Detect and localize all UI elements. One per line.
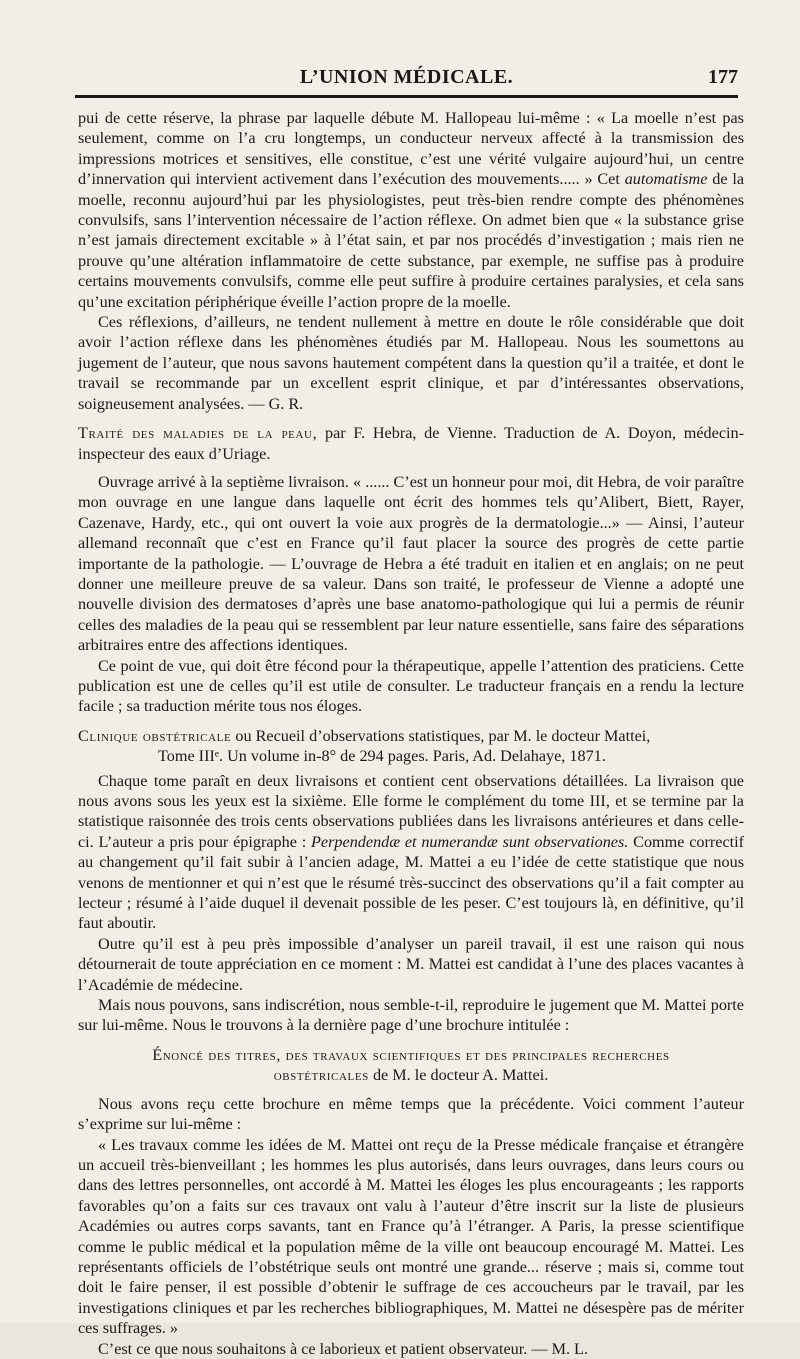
review-heading-hebra [78,423,744,464]
paragraph-closing: C’est ce que nous souhaitons à ce laborieux et patient observateur. — M. L. [98,1339,588,1358]
paragraph-hallopeau-quote [78,108,744,312]
paragraph-self-assessment-quote: « Les travaux comme les idées de M. Mattei ont reçu de la Presse médicale française et étrangère un accueil très-bienveillant ; les hommes les plus autorisés, dans leurs ouvrages, dans leurs cours ou dans des lettres personnelles, ont accordé à M. Mattei les éloges les plus encourageants ; les rapports favorables qu’on a faits sur ces travaux ont valu à l’auteur d’être inscrit sur la liste de plusieurs Académies ou autres corps savants, tant en France qu’à l’étranger. A Paris, la presse scientifique comme le public médical et la population même de la ville ont beaucoup encouragé M. Mattei. Les représentants officiels de l’obstétrique seuls ont montré une grande... réserve ; mais si, comme tout doit le faire penser, il est possible d’obtenir le suffrage de ces accoucheurs par le travail, par les investigations cliniques et par les recherches bibliographiques, M. Mattei ne désespère pas de mériter ces suffrages. » [78,1135,744,1338]
brochure-title-line2 [78,1065,744,1085]
italic-epigraph: Perpendendæ et numerandæ sunt observationes. [311,832,629,851]
heading-smallcaps: Clinique obstétricale [78,726,232,745]
running-title: L’UNION MÉDICALE. [299,66,514,88]
paragraph-brochure: Nous avons reçu cette brochure en même temps que la précédente. Voici comment l’auteur s’exprime sur lui-même : [78,1094,744,1134]
italic-term: automatisme [624,170,708,189]
heading-text: par F. Hebra, de Vienne. Traduction de A. Doyon, médecin-inspecteur des eaux d’Uriage. [78,424,744,463]
paragraph-text: Comme correctif au changement qu’il fait subir à l’ancien adage, M. Mattei a eu l’idée de cette statistique que nous venons de mentionner et qui n’est que le résumé très-succinct des observations qu’il a fait compter au lecteur ; résumé à l’aide duquel il devenait possible de les peser. C’est toujours là, en définitive, qu’il faut aboutir. [78,832,745,933]
paragraph-text: Chaque tome paraît en deux livraisons et contient cent observations détaillées. La livraison que nous avons sous les yeux est la sixième. Elle forme le complément du tome III, et se termine par la statistique raisonnée des trois cents observations publiées dans les livraisons antérieures et dans celle-ci. L’auteur a pris pour épigraphe : [78,771,744,851]
heading-text: de M. le docteur A. Mattei. [368,1066,549,1085]
paragraph-reflexions: Ces réflexions, d’ailleurs, ne tendent nullement à mettre en doute le rôle considérable que doit avoir l’action réflexe dans les phénomènes étudiés par M. Hallopeau. Nous les soumettons au jugement de l’auteur, que nous savons hautement compétent dans la question qu’il a traitée, et dont le travail se recommande par un excellent esprit clinique, et par d’intéressantes observations, soigneusement analysées. — G. R. [78,313,744,413]
brochure-title-line1: Énoncé des titres, des travaux scientifiques et des principales recherches [152,1045,670,1064]
heading-text: ou Recueil d’observations statistiques, par M. le docteur Mattei, [231,726,651,745]
running-header [75,58,738,92]
review-heading-mattei-line2: Tome IIIᵉ. Un volume in-8° de 294 pages. Paris, Ad. Delahaye, 1871. [158,747,606,766]
paragraph-text: de la moelle, reconnu aujourd’hui par les physiologistes, peut très-bien rendre compte des phénomènes convulsifs, sans l’intervention nécessaire de l’action réflexe. On admet bien que « la substance grise n’est jamais directement excitable » à l’état sain, et par nos procédés d’investigation ; mais rien ne prouve qu’une altération inflammatoire de cette substance, par exemple, ne suffise pas à produire certains mouvements convulsifs, comme elle peut suffire à produire certaines paralysies, et cela sans qu’une excitation périphérique éveille l’action propre de la moelle. [78,170,745,311]
paragraph-text: pui de cette réserve, la phrase par laquelle débute M. Hallopeau lui-même : « La moelle n’est pas seulement, comme on l’a cru longtemps, un conducteur nerveux affecté à la transmission des impressions motrices et sensitives, elle constitue, c’est une vérité vulgaire aujourd’hui, un centre d’innervation qui intervient activement dans l’exécution des mouvements..... » Cet [78,109,744,189]
paragraph-candidat: Outre qu’il est à peu près impossible d’analyser un pareil travail, il est une raison qui nous détournerait de toute appréciation en ce moment : M. Mattei est candidat à l’une des places vacantes à l’Académie de médecine. [78,934,744,994]
header-rule [75,95,738,98]
paragraph-jugement: Mais nous pouvons, sans indiscrétion, nous semble-t-il, reproduire le jugement que M. Mattei porte sur lui-même. Nous le trouvons à la dernière page d’une brochure intitulée : [78,996,744,1035]
review-heading-mattei [78,726,744,746]
paragraph-livraisons [78,771,744,934]
page-number: 177 [708,66,738,88]
paragraph-therapeutique: Ce point de vue, qui doit être fécond pour la thérapeutique, appelle l’attention des praticiens. Cette publication est une de celles qu’il est utile de consulter. Le traducteur français en a rendu la lecture facile ; sa traduction mérite tous nos éloges. [78,656,744,716]
heading-smallcaps: Traité des maladies de la peau, [78,424,318,443]
article-body [78,108,744,1359]
heading-smallcaps: obstétricales [273,1066,369,1085]
paragraph-hebra: Ouvrage arrivé à la septième livraison. « ...... C’est un honneur pour moi, dit Hebra, de voir paraître mon ouvrage en une langue dans laquelle ont écrit des hommes tels qu’Alibert, Biett, Rayer, Cazenave, Hardy, etc., qui ont ouvert la voie aux progrès de la dermatologie...» — Ainsi, l’auteur allemand reconnaît que c’est en France qu’il faut placer la source des progrès de cette partie importante de la pathologie. — L’ouvrage de Hebra a été traduit en italien et en anglais; on ne peut donner une meilleure preuve de sa valeur. Dans son traité, le professeur de Vienne a adopté une nouvelle division des dermatoses d’après une base anatomo-pathologique qui lui a permis de réunir celles des maladies de la peau qui se ressemblent par leur nature essentielle, sans faire des séparations arbitraires entre des affections identiques. [78,472,744,655]
